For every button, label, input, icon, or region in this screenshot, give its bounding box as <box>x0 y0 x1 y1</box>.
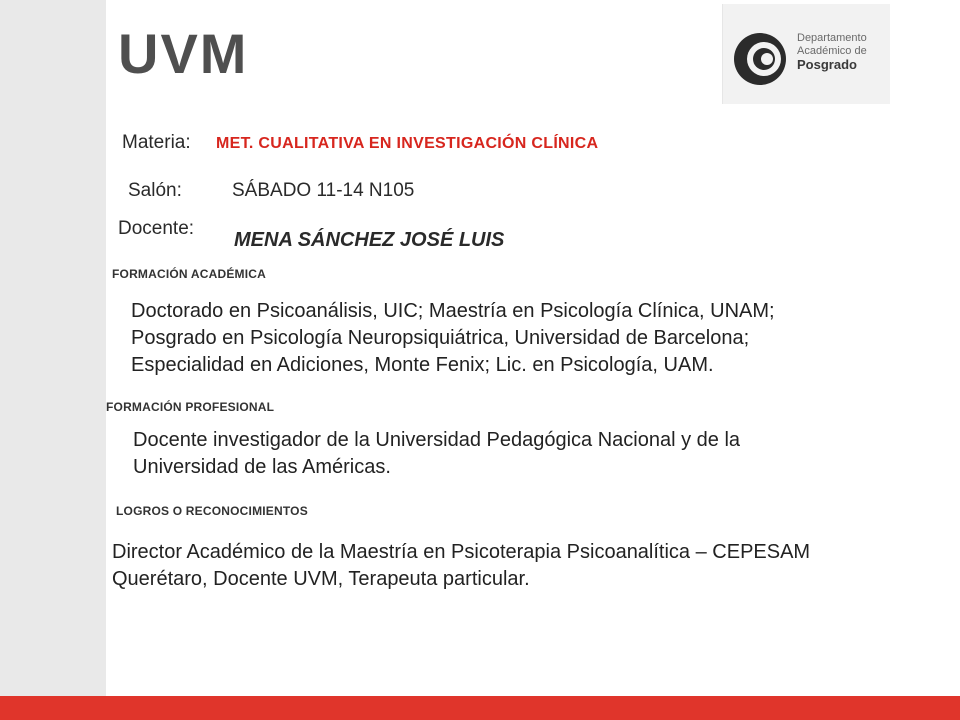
formacion-academica-line: Posgrado en Psicología Neuropsiquiátrica, Universidad de Barcelona; <box>131 327 750 349</box>
materia-value: MET. CUALITATIVA EN INVESTIGACIÓN CLÍNICA <box>216 135 599 152</box>
formacion-academica-heading: FORMACIÓN ACADÉMICA <box>112 267 267 281</box>
docente-label: Docente: <box>118 218 195 239</box>
uvm-logo: UVM <box>118 22 249 85</box>
department-logo-line2: Académico de <box>797 45 867 57</box>
department-logo-line3: Posgrado <box>797 57 857 72</box>
formacion-academica-line: Doctorado en Psicoanálisis, UIC; Maestría en Psicología Clínica, UNAM; <box>131 300 775 322</box>
formacion-academica-text <box>131 298 775 379</box>
salon-value: SÁBADO 11-14 N105 <box>232 180 415 201</box>
left-decorative-band <box>0 0 106 696</box>
department-emblem-icon <box>731 30 789 88</box>
logros-text <box>112 539 810 593</box>
logros-line: Querétaro, Docente UVM, Terapeuta particular. <box>112 568 530 590</box>
materia-label: Materia: <box>122 132 191 153</box>
department-logo-text <box>797 32 867 71</box>
logros-line: Director Académico de la Maestría en Psicoterapia Psicoanalítica – CEPESAM <box>112 541 811 563</box>
bottom-red-band <box>0 696 960 720</box>
formacion-academica-line: Especialidad en Adiciones, Monte Fenix; Lic. en Psicología, UAM. <box>131 354 714 376</box>
formacion-profesional-text <box>133 427 740 481</box>
logros-heading: LOGROS O RECONOCIMIENTOS <box>116 504 308 518</box>
docente-value: MENA SÁNCHEZ JOSÉ LUIS <box>234 229 505 251</box>
formacion-profesional-line: Docente investigador de la Universidad Pedagógica Nacional y de la <box>133 429 741 451</box>
department-logo-line1: Departamento <box>797 32 867 44</box>
formacion-profesional-heading: FORMACIÓN PROFESIONAL <box>106 400 275 414</box>
formacion-profesional-line: Universidad de las Américas. <box>133 456 391 478</box>
department-logo <box>722 4 890 104</box>
salon-label: Salón: <box>128 180 182 201</box>
